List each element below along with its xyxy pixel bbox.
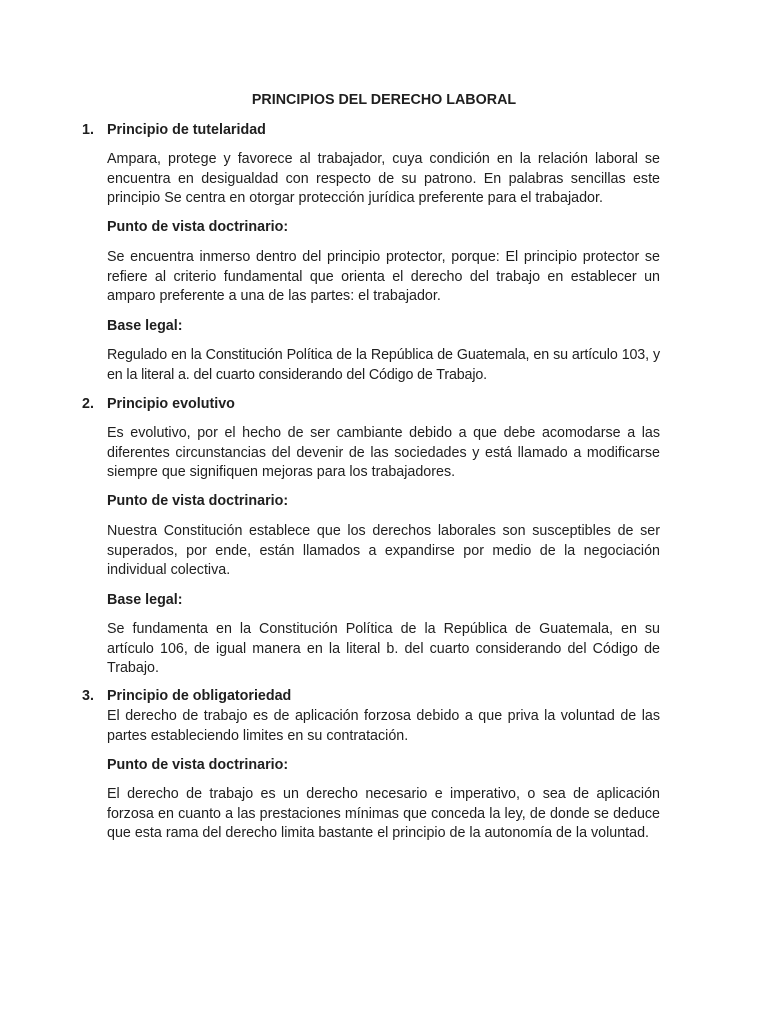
section-title: Principio evolutivo	[107, 396, 235, 412]
doctrinal-text: Nuestra Constitución establece que los derechos laborales son susceptibles de ser superados, por ende, están llamados a expandirse por medio de la negociación individual colectiva.	[107, 523, 660, 579]
doctrinal-text: El derecho de trabajo es un derecho necesario e imperativo, o sea de aplicación forzosa en cuanto a las prestaciones mínimas que conceda la ley, de donde se deduce que esta rama del derecho limita bastante el principio de la autonomía de la voluntad.	[107, 786, 660, 842]
legal-text: Regulado en la Constitución Política de la República de Guatemala, en su artículo 103, y en la literal a. del cuarto considerando del Código de Trabajo.	[107, 347, 660, 383]
doctrinal-heading: Punto de vista doctrinario:	[107, 493, 289, 509]
section-description: Ampara, protege y favorece al trabajador, cuya condición en la relación laboral se encuentra en desigualdad con respecto de su patrono. En palabras sencillas este principio Se centra en otorgar protección jurídica preferente para el trabajador.	[107, 151, 660, 207]
section-heading	[82, 121, 266, 141]
section-description: El derecho de trabajo es de aplicación forzosa debido a que priva la voluntad de las partes estableciendo limites en su contratación.	[107, 708, 660, 744]
section-heading	[82, 687, 291, 707]
section-number: 3.	[82, 688, 94, 704]
section-title: Principio de tutelaridad	[107, 122, 266, 138]
section-number: 1.	[82, 122, 94, 138]
section-description: Es evolutivo, por el hecho de ser cambiante debido a que debe acomodarse a las diferentes circunstancias del devenir de las sociedades y está llamado a modificarse siempre que signifiquen mejoras para los trabajadores.	[107, 425, 660, 481]
legal-heading: Base legal:	[107, 318, 183, 334]
section-title: Principio de obligatoriedad	[107, 688, 292, 704]
doctrinal-heading: Punto de vista doctrinario:	[107, 219, 289, 235]
document-title: PRINCIPIOS DEL DERECHO LABORAL	[251, 92, 517, 108]
section-number: 2.	[82, 396, 94, 412]
section-heading	[82, 395, 235, 415]
doctrinal-text: Se encuentra inmerso dentro del principio protector, porque: El principio protector se refiere al criterio fundamental que orienta el derecho del trabajo en establecer un amparo preferente a una de las partes: el trabajador.	[107, 249, 660, 305]
legal-text: Se fundamenta en la Constitución Política de la República de Guatemala, en su artículo 106, de igual manera en la literal b. del cuarto considerando del Código de Trabajo.	[107, 621, 660, 677]
doctrinal-heading: Punto de vista doctrinario:	[107, 757, 289, 773]
legal-heading: Base legal:	[107, 592, 183, 608]
